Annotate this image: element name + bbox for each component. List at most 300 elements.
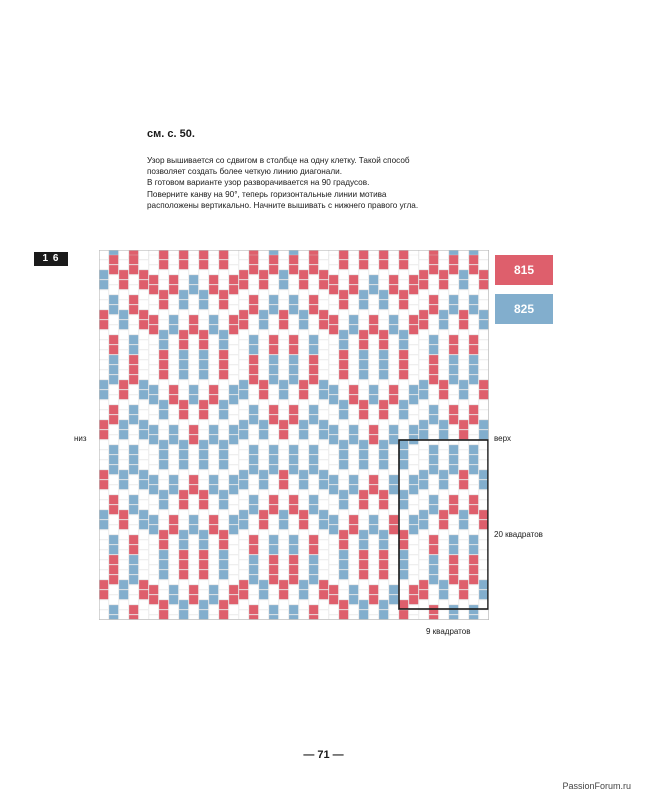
stitch-cell xyxy=(139,430,148,439)
stitch-cell xyxy=(259,560,268,569)
stitch-chart-svg xyxy=(99,250,489,620)
stitch-cell xyxy=(469,425,478,434)
stitch-cell xyxy=(479,340,488,349)
stitch-cell xyxy=(319,310,328,319)
stitch-cell xyxy=(179,290,188,299)
stitch-cell xyxy=(99,330,108,339)
stitch-cell xyxy=(159,540,168,549)
stitch-cell xyxy=(259,500,268,509)
stitch-cell xyxy=(249,555,258,564)
stitch-cell xyxy=(469,585,478,594)
stitch-cell xyxy=(109,295,118,304)
stitch-cell xyxy=(319,530,328,539)
stitch-cell xyxy=(269,405,278,414)
stitch-cell xyxy=(429,515,438,524)
stitch-cell xyxy=(99,430,108,439)
stitch-cell xyxy=(269,305,278,314)
stitch-cell xyxy=(179,310,188,319)
stitch-cell xyxy=(119,510,128,519)
stitch-cell xyxy=(159,360,168,369)
stitch-cell xyxy=(219,270,228,279)
stitch-cell xyxy=(159,290,168,299)
stitch-cell xyxy=(369,265,378,274)
stitch-cell xyxy=(189,305,198,314)
stitch-cell xyxy=(289,565,298,574)
stitch-cell xyxy=(419,250,428,259)
stitch-cell xyxy=(389,275,398,284)
stitch-cell xyxy=(279,470,288,479)
stitch-cell xyxy=(449,275,458,284)
stitch-cell xyxy=(289,485,298,494)
stitch-cell xyxy=(309,615,318,619)
stitch-cell xyxy=(249,385,258,394)
stitch-cell xyxy=(299,580,308,589)
stitch-cell xyxy=(319,380,328,389)
stitch-cell xyxy=(239,390,248,399)
stitch-cell xyxy=(129,475,138,484)
stitch-cell xyxy=(279,520,288,529)
stitch-cell xyxy=(449,405,458,414)
stitch-cell xyxy=(409,285,418,294)
stitch-cell xyxy=(289,605,298,614)
stitch-cell xyxy=(209,475,218,484)
stitch-cell xyxy=(109,505,118,514)
stitch-cell xyxy=(369,505,378,514)
stitch-cell xyxy=(309,495,318,504)
stitch-cell xyxy=(129,535,138,544)
stitch-cell xyxy=(119,480,128,489)
stitch-cell xyxy=(169,575,178,584)
description-line: Поверните канву на 90°, теперь горизонтальные линии мотива xyxy=(147,189,387,199)
stitch-cell xyxy=(329,315,338,324)
stitch-cell xyxy=(359,580,368,589)
stitch-cell xyxy=(329,275,338,284)
stitch-cell xyxy=(149,315,158,324)
stitch-cell xyxy=(229,385,238,394)
stitch-cell xyxy=(239,540,248,549)
stitch-cell xyxy=(319,340,328,349)
stitch-cell xyxy=(149,445,158,454)
stitch-cell xyxy=(189,615,198,619)
stitch-cell xyxy=(329,395,338,404)
stitch-cell xyxy=(299,530,308,539)
stitch-cell xyxy=(229,305,238,314)
stitch-cell xyxy=(189,265,198,274)
stitch-cell xyxy=(259,570,268,579)
stitch-cell xyxy=(389,315,398,324)
stitch-cell xyxy=(309,355,318,364)
stitch-cell xyxy=(409,345,418,354)
stitch-cell xyxy=(419,480,428,489)
stitch-cell xyxy=(409,355,418,364)
stitch-cell xyxy=(429,375,438,384)
stitch-cell xyxy=(449,415,458,424)
stitch-cell xyxy=(209,595,218,604)
stitch-cell xyxy=(299,290,308,299)
stitch-cell xyxy=(329,595,338,604)
stitch-cell xyxy=(349,285,358,294)
stitch-cell xyxy=(419,570,428,579)
stitch-cell xyxy=(279,250,288,259)
stitch-cell xyxy=(399,440,408,449)
stitch-cell xyxy=(459,250,468,259)
stitch-cell xyxy=(439,500,448,509)
stitch-cell xyxy=(419,380,428,389)
stitch-cell xyxy=(279,320,288,329)
stitch-cell xyxy=(409,505,418,514)
stitch-cell xyxy=(309,585,318,594)
stitch-cell xyxy=(479,420,488,429)
stitch-cell xyxy=(439,610,448,619)
stitch-cell xyxy=(129,545,138,554)
stitch-cell xyxy=(269,435,278,444)
stitch-cell xyxy=(349,495,358,504)
stitch-cell xyxy=(359,420,368,429)
stitch-cell xyxy=(269,575,278,584)
stitch-cell xyxy=(239,370,248,379)
stitch-cell xyxy=(349,265,358,274)
stitch-cell xyxy=(199,590,208,599)
stitch-cell xyxy=(209,255,218,264)
stitch-cell xyxy=(199,460,208,469)
stitch-cell xyxy=(469,535,478,544)
stitch-cell xyxy=(309,465,318,474)
stitch-cell xyxy=(329,405,338,414)
description-line: позволяет создать более четкую линию диагонали. xyxy=(147,167,342,177)
stitch-cell xyxy=(279,580,288,589)
stitch-cell xyxy=(339,300,348,309)
stitch-cell xyxy=(379,360,388,369)
stitch-cell xyxy=(419,260,428,269)
stitch-cell xyxy=(359,290,368,299)
stitch-cell xyxy=(119,590,128,599)
stitch-cell xyxy=(369,285,378,294)
stitch-cell xyxy=(459,380,468,389)
stitch-cell xyxy=(439,510,448,519)
stitch-cell xyxy=(459,530,468,539)
stitch-cell xyxy=(139,330,148,339)
stitch-cell xyxy=(419,300,428,309)
stitch-cell xyxy=(289,295,298,304)
stitch-cell xyxy=(239,460,248,469)
stitch-cell xyxy=(289,455,298,464)
stitch-cell xyxy=(269,365,278,374)
stitch-cell xyxy=(459,610,468,619)
stitch-cell xyxy=(279,350,288,359)
stitch-cell xyxy=(439,380,448,389)
stitch-cell xyxy=(349,415,358,424)
stitch-cell xyxy=(329,435,338,444)
stitch-cell xyxy=(399,410,408,419)
stitch-cell xyxy=(349,255,358,264)
stitch-cell xyxy=(219,560,228,569)
stitch-cell xyxy=(349,425,358,434)
stitch-cell xyxy=(429,295,438,304)
stitch-cell xyxy=(219,390,228,399)
stitch-cell xyxy=(209,555,218,564)
stitch-cell xyxy=(209,335,218,344)
stitch-cell xyxy=(309,315,318,324)
stitch-cell xyxy=(289,345,298,354)
stitch-cell xyxy=(279,600,288,609)
stitch-cell xyxy=(239,600,248,609)
stitch-cell xyxy=(199,470,208,479)
stitch-cell xyxy=(279,590,288,599)
stitch-cell xyxy=(189,415,198,424)
stitch-cell xyxy=(439,570,448,579)
stitch-cell xyxy=(99,560,108,569)
stitch-cell xyxy=(229,545,238,554)
stitch-cell xyxy=(399,450,408,459)
stitch-cell xyxy=(469,365,478,374)
stitch-cell xyxy=(459,450,468,459)
stitch-cell xyxy=(199,430,208,439)
stitch-cell xyxy=(189,505,198,514)
stitch-cell xyxy=(109,365,118,374)
stitch-cell xyxy=(419,270,428,279)
stitch-cell xyxy=(159,600,168,609)
stitch-cell xyxy=(159,570,168,579)
stitch-cell xyxy=(479,250,488,259)
stitch-cell xyxy=(339,510,348,519)
stitch-cell xyxy=(149,255,158,264)
stitch-cell xyxy=(239,470,248,479)
stitch-cell xyxy=(459,340,468,349)
stitch-cell xyxy=(409,385,418,394)
stitch-cell xyxy=(289,425,298,434)
stitch-cell xyxy=(249,415,258,424)
stitch-cell xyxy=(359,450,368,459)
stitch-cell xyxy=(339,400,348,409)
stitch-cell xyxy=(449,265,458,274)
stitch-cell xyxy=(369,445,378,454)
stitch-cell xyxy=(469,575,478,584)
page-number: — 71 — xyxy=(303,749,344,761)
stitch-cell xyxy=(109,275,118,284)
stitch-cell xyxy=(359,570,368,579)
stitch-cell xyxy=(299,390,308,399)
stitch-cell xyxy=(449,305,458,314)
stitch-cell xyxy=(209,465,218,474)
stitch-cell xyxy=(249,295,258,304)
stitch-cell xyxy=(259,540,268,549)
stitch-cell xyxy=(469,255,478,264)
stitch-cell xyxy=(159,400,168,409)
stitch-cell xyxy=(139,450,148,459)
stitch-cell xyxy=(379,270,388,279)
stitch-cell xyxy=(179,570,188,579)
stitch-cell xyxy=(319,490,328,499)
stitch-cell xyxy=(179,250,188,259)
stitch-cell xyxy=(379,470,388,479)
stitch-cell xyxy=(149,555,158,564)
stitch-cell xyxy=(99,350,108,359)
stitch-cell xyxy=(109,445,118,454)
stitch-cell xyxy=(159,310,168,319)
stitch-cell xyxy=(349,315,358,324)
stitch-cell xyxy=(439,270,448,279)
stitch-cell xyxy=(459,420,468,429)
stitch-cell xyxy=(409,315,418,324)
stitch-cell xyxy=(389,345,398,354)
stitch-cell xyxy=(109,525,118,534)
stitch-cell xyxy=(279,280,288,289)
stitch-cell xyxy=(299,500,308,509)
stitch-cell xyxy=(479,510,488,519)
stitch-cell xyxy=(459,430,468,439)
stitch-cell xyxy=(229,455,238,464)
stitch-cell xyxy=(129,415,138,424)
stitch-cell xyxy=(359,260,368,269)
stitch-cell xyxy=(479,330,488,339)
stitch-cell xyxy=(99,470,108,479)
stitch-cell xyxy=(389,615,398,619)
stitch-cell xyxy=(219,530,228,539)
stitch-cell xyxy=(209,525,218,534)
stitch-cell xyxy=(119,350,128,359)
stitch-cell xyxy=(169,395,178,404)
stitch-cell xyxy=(199,500,208,509)
stitch-cell xyxy=(369,385,378,394)
stitch-cell xyxy=(139,540,148,549)
stitch-cell xyxy=(369,585,378,594)
stitch-cell xyxy=(179,380,188,389)
stitch-cell xyxy=(109,255,118,264)
stitch-cell xyxy=(99,250,108,259)
stitch-cell xyxy=(219,370,228,379)
stitch-cell xyxy=(479,360,488,369)
stitch-cell xyxy=(349,555,358,564)
stitch-cell xyxy=(319,390,328,399)
stitch-cell xyxy=(469,285,478,294)
stitch-cell xyxy=(439,330,448,339)
stitch-cell xyxy=(389,505,398,514)
stitch-cell xyxy=(469,395,478,404)
stitch-cell xyxy=(379,490,388,499)
stitch-cell xyxy=(369,605,378,614)
stitch-cell xyxy=(99,570,108,579)
label-top: верх xyxy=(494,434,511,443)
stitch-cell xyxy=(259,590,268,599)
stitch-cell xyxy=(229,355,238,364)
stitch-cell xyxy=(159,250,168,259)
stitch-cell xyxy=(229,325,238,334)
stitch-cell xyxy=(439,440,448,449)
stitch-cell xyxy=(459,490,468,499)
stitch-cell xyxy=(399,300,408,309)
stitch-cell xyxy=(429,355,438,364)
stitch-cell xyxy=(189,365,198,374)
stitch-cell xyxy=(469,295,478,304)
stitch-cell xyxy=(329,535,338,544)
stitch-cell xyxy=(329,495,338,504)
stitch-cell xyxy=(369,345,378,354)
stitch-cell xyxy=(169,455,178,464)
stitch-cell xyxy=(359,370,368,379)
stitch-cell xyxy=(239,570,248,579)
stitch-cell xyxy=(179,420,188,429)
stitch-cell xyxy=(339,320,348,329)
stitch-cell xyxy=(279,290,288,299)
stitch-cell xyxy=(119,580,128,589)
stitch-cell xyxy=(469,275,478,284)
stitch-cell xyxy=(109,535,118,544)
stitch-cell xyxy=(229,445,238,454)
stitch-cell xyxy=(429,495,438,504)
stitch-cell xyxy=(439,490,448,499)
stitch-cell xyxy=(409,595,418,604)
stitch-cell xyxy=(459,350,468,359)
stitch-cell xyxy=(289,445,298,454)
stitch-cell xyxy=(119,320,128,329)
stitch-cell xyxy=(439,400,448,409)
stitch-cell xyxy=(279,570,288,579)
stitch-cell xyxy=(269,495,278,504)
stitch-cell xyxy=(419,340,428,349)
stitch-cell xyxy=(429,465,438,474)
stitch-cell xyxy=(459,410,468,419)
stitch-cell xyxy=(289,275,298,284)
stitch-cell xyxy=(369,295,378,304)
stitch-cell xyxy=(469,555,478,564)
stitch-cell xyxy=(329,385,338,394)
stitch-cell xyxy=(459,510,468,519)
stitch-cell xyxy=(289,325,298,334)
stitch-cell xyxy=(389,585,398,594)
stitch-cell xyxy=(239,260,248,269)
stitch-cell xyxy=(209,395,218,404)
description-line: В готовом варианте узор разворачивается на 90 градусов. xyxy=(147,178,370,188)
stitch-cell xyxy=(139,580,148,589)
stitch-cell xyxy=(239,420,248,429)
stitch-cell xyxy=(209,305,218,314)
stitch-cell xyxy=(239,320,248,329)
stitch-cell xyxy=(219,490,228,499)
stitch-cell xyxy=(159,510,168,519)
stitch-cell xyxy=(249,585,258,594)
stitch-cell xyxy=(99,260,108,269)
stitch-cell xyxy=(369,515,378,524)
stitch-cell xyxy=(299,420,308,429)
stitch-cell xyxy=(119,380,128,389)
stitch-cell xyxy=(409,445,418,454)
stitch-cell xyxy=(149,455,158,464)
stitch-cell xyxy=(429,395,438,404)
stitch-cell xyxy=(429,445,438,454)
stitch-cell xyxy=(469,525,478,534)
stitch-cell xyxy=(479,520,488,529)
stitch-cell xyxy=(439,250,448,259)
stitch-cell xyxy=(169,495,178,504)
stitch-cell xyxy=(469,505,478,514)
stitch-cell xyxy=(129,595,138,604)
stitch-cell xyxy=(329,505,338,514)
stitch-cell xyxy=(189,325,198,334)
stitch-cell xyxy=(169,345,178,354)
stitch-cell xyxy=(229,275,238,284)
stitch-cell xyxy=(269,515,278,524)
stitch-cell xyxy=(469,405,478,414)
stitch-cell xyxy=(299,450,308,459)
stitch-cell xyxy=(419,470,428,479)
stitch-cell xyxy=(459,550,468,559)
stitch-cell xyxy=(259,470,268,479)
stitch-cell xyxy=(309,525,318,534)
stitch-cell xyxy=(379,410,388,419)
stitch-cell xyxy=(329,345,338,354)
stitch-cell xyxy=(189,515,198,524)
stitch-cell xyxy=(469,485,478,494)
